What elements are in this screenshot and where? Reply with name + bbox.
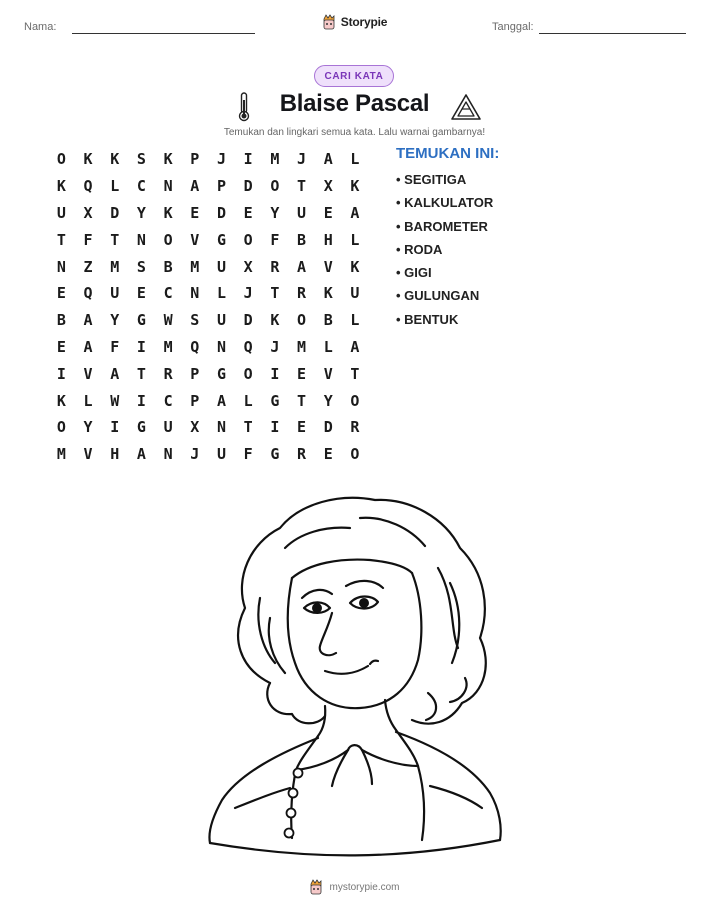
grid-letter[interactable]: L	[243, 391, 253, 410]
grid-letter[interactable]: G	[216, 230, 226, 249]
brand-name: Storypie	[340, 15, 388, 29]
blaise-pascal-illustration	[200, 488, 510, 858]
grid-letter[interactable]: I	[56, 364, 66, 383]
footer	[0, 879, 709, 900]
grid-letter[interactable]: V	[323, 364, 333, 383]
word-search-grid	[48, 146, 368, 468]
grid-letter[interactable]: L	[323, 337, 333, 356]
grid-letter[interactable]: I	[270, 364, 280, 383]
grid-letter[interactable]: W	[163, 311, 173, 330]
grid-letter[interactable]: T	[297, 177, 307, 196]
grid-letter[interactable]: G	[136, 418, 146, 437]
grid-letter[interactable]: A	[83, 337, 93, 356]
grid-letter[interactable]: N	[216, 418, 226, 437]
grid-letter[interactable]: H	[323, 230, 333, 249]
date-label: Tanggal:	[492, 21, 534, 33]
grid-letter[interactable]: D	[110, 203, 120, 222]
grid-letter[interactable]: C	[163, 284, 173, 303]
grid-letter[interactable]: E	[56, 284, 66, 303]
grid-letter[interactable]: F	[270, 230, 280, 249]
page-title: Blaise Pascal	[279, 90, 430, 117]
grid-letter[interactable]: U	[216, 311, 226, 330]
grid-letter[interactable]: D	[243, 177, 253, 196]
grid-letter[interactable]: N	[163, 445, 173, 464]
grid-letter[interactable]: J	[297, 150, 307, 169]
grid-letter[interactable]: O	[56, 150, 66, 169]
grid-letter[interactable]: R	[163, 364, 173, 383]
word-list-item: • RODA	[396, 241, 443, 257]
grid-letter[interactable]: S	[136, 150, 146, 169]
grid-letter[interactable]: V	[323, 257, 333, 276]
grid-letter[interactable]: L	[350, 230, 360, 249]
word-list-item: • GULUNGAN	[396, 288, 480, 304]
grid-letter[interactable]: O	[350, 445, 360, 464]
grid-letter[interactable]: T	[270, 284, 280, 303]
grid-letter[interactable]: A	[83, 311, 93, 330]
grid-letter[interactable]: W	[110, 391, 120, 410]
word-list-item: • KALKULATOR	[396, 195, 494, 211]
grid-letter[interactable]: T	[136, 364, 146, 383]
grid-letter[interactable]: O	[270, 177, 280, 196]
grid-letter[interactable]: B	[323, 311, 333, 330]
grid-letter[interactable]: R	[270, 257, 280, 276]
grid-letter[interactable]: Q	[83, 284, 93, 303]
grid-letter[interactable]: M	[270, 150, 280, 169]
grid-letter[interactable]: K	[350, 177, 360, 196]
grid-letter[interactable]: O	[350, 391, 360, 410]
grid-letter[interactable]: J	[216, 150, 226, 169]
word-list-item: • GIGI	[396, 265, 432, 281]
grid-letter[interactable]: R	[350, 418, 360, 437]
grid-letter[interactable]: M	[297, 337, 307, 356]
grid-letter[interactable]: K	[110, 150, 120, 169]
grid-letter[interactable]: B	[56, 311, 66, 330]
grid-letter[interactable]: Y	[136, 203, 146, 222]
grid-letter[interactable]: Y	[83, 418, 93, 437]
grid-letter[interactable]: U	[350, 284, 360, 303]
grid-letter[interactable]: N	[216, 337, 226, 356]
grid-letter[interactable]: S	[190, 311, 200, 330]
grid-letter[interactable]: A	[297, 257, 307, 276]
storypie-logo-icon	[309, 879, 323, 895]
footer-url[interactable]: mystorypie.com	[329, 881, 400, 893]
grid-letter[interactable]: R	[297, 445, 307, 464]
grid-letter[interactable]: T	[297, 391, 307, 410]
grid-letter[interactable]: Y	[110, 311, 120, 330]
grid-letter[interactable]: U	[56, 203, 66, 222]
grid-letter[interactable]: E	[297, 418, 307, 437]
grid-letter[interactable]: A	[216, 391, 226, 410]
worksheet-type-badge: CARI KATA	[314, 65, 394, 87]
grid-letter[interactable]: B	[163, 257, 173, 276]
grid-letter[interactable]: J	[270, 337, 280, 356]
grid-letter[interactable]: Y	[270, 203, 280, 222]
grid-letter[interactable]: C	[136, 177, 146, 196]
grid-letter[interactable]: E	[323, 203, 333, 222]
grid-letter[interactable]: O	[243, 230, 253, 249]
grid-letter[interactable]: E	[56, 337, 66, 356]
word-list	[396, 170, 493, 333]
grid-letter[interactable]: G	[216, 364, 226, 383]
word-list-heading: TEMUKAN INI:	[396, 145, 500, 162]
grid-letter[interactable]: G	[270, 391, 280, 410]
grid-letter[interactable]: Y	[323, 391, 333, 410]
triangle-icon	[450, 93, 482, 121]
grid-letter[interactable]: U	[163, 418, 173, 437]
grid-letter[interactable]: N	[190, 284, 200, 303]
grid-letter[interactable]: O	[163, 230, 173, 249]
grid-letter[interactable]: E	[190, 203, 200, 222]
grid-letter[interactable]: J	[190, 445, 200, 464]
grid-letter[interactable]: A	[110, 364, 120, 383]
grid-letter[interactable]: L	[216, 284, 226, 303]
grid-letter[interactable]: G	[270, 445, 280, 464]
grid-letter[interactable]: L	[350, 311, 360, 330]
grid-letter[interactable]: I	[136, 337, 146, 356]
grid-letter[interactable]: M	[110, 257, 120, 276]
grid-letter[interactable]: E	[323, 445, 333, 464]
name-label: Nama:	[24, 21, 57, 33]
grid-letter[interactable]: O	[297, 311, 307, 330]
grid-letter[interactable]: I	[110, 418, 120, 437]
grid-letter[interactable]: P	[216, 177, 226, 196]
grid-letter[interactable]: A	[350, 337, 360, 356]
grid-letter[interactable]: K	[350, 257, 360, 276]
grid-letter[interactable]: N	[136, 230, 146, 249]
grid-letter[interactable]: A	[350, 203, 360, 222]
grid-letter[interactable]: H	[110, 445, 120, 464]
grid-letter[interactable]: T	[56, 230, 66, 249]
grid-letter[interactable]: C	[163, 391, 173, 410]
grid-letter[interactable]: G	[136, 311, 146, 330]
grid-letter[interactable]: E	[243, 203, 253, 222]
grid-letter[interactable]: A	[190, 177, 200, 196]
grid-letter[interactable]: E	[136, 284, 146, 303]
grid-letter[interactable]: K	[163, 203, 173, 222]
grid-letter[interactable]: R	[297, 284, 307, 303]
date-field[interactable]	[539, 33, 686, 34]
word-list-item: • BENTUK	[396, 311, 459, 327]
grid-letter[interactable]: P	[190, 364, 200, 383]
grid-letter[interactable]: V	[190, 230, 200, 249]
grid-letter[interactable]: I	[243, 150, 253, 169]
instructions: Temukan dan lingkari semua kata. Lalu warnai gambarnya!	[223, 127, 486, 138]
word-list-item: • SEGITIGA	[396, 172, 467, 187]
grid-letter[interactable]: T	[243, 418, 253, 437]
grid-letter[interactable]: M	[56, 445, 66, 464]
grid-letter[interactable]: K	[56, 177, 66, 196]
grid-letter[interactable]: K	[83, 150, 93, 169]
grid-letter[interactable]: K	[270, 311, 280, 330]
grid-letter[interactable]: L	[350, 150, 360, 169]
grid-letter[interactable]: L	[110, 177, 120, 196]
grid-letter[interactable]: Z	[83, 257, 93, 276]
grid-letter[interactable]: X	[190, 418, 200, 437]
word-list-item: • BAROMETER	[396, 218, 488, 234]
grid-letter[interactable]: L	[83, 391, 93, 410]
grid-letter[interactable]: F	[83, 230, 93, 249]
grid-letter[interactable]: N	[56, 257, 66, 276]
grid-letter[interactable]: U	[216, 257, 226, 276]
grid-letter[interactable]: K	[323, 284, 333, 303]
grid-letter[interactable]: T	[110, 230, 120, 249]
grid-letter[interactable]: D	[323, 418, 333, 437]
grid-letter[interactable]: P	[190, 150, 200, 169]
grid-letter[interactable]: U	[110, 284, 120, 303]
grid-letter[interactable]: J	[243, 284, 253, 303]
grid-letter[interactable]: K	[163, 150, 173, 169]
grid-letter[interactable]: U	[216, 445, 226, 464]
grid-letter[interactable]: O	[56, 418, 66, 437]
grid-letter[interactable]: X	[243, 257, 253, 276]
grid-letter[interactable]: M	[163, 337, 173, 356]
grid-letter[interactable]: F	[243, 445, 253, 464]
grid-letter[interactable]: V	[83, 445, 93, 464]
grid-letter[interactable]: Q	[83, 177, 93, 196]
grid-letter[interactable]: E	[297, 364, 307, 383]
grid-letter[interactable]: B	[297, 230, 307, 249]
grid-letter[interactable]: Q	[243, 337, 253, 356]
storypie-logo-icon	[322, 14, 336, 30]
grid-letter[interactable]: I	[136, 391, 146, 410]
grid-letter[interactable]: M	[190, 257, 200, 276]
grid-letter[interactable]: A	[323, 150, 333, 169]
grid-letter[interactable]: U	[297, 203, 307, 222]
grid-letter[interactable]: P	[190, 391, 200, 410]
grid-letter[interactable]: I	[270, 418, 280, 437]
grid-letter[interactable]: O	[243, 364, 253, 383]
grid-letter[interactable]: K	[56, 391, 66, 410]
grid-letter[interactable]: F	[110, 337, 120, 356]
grid-letter[interactable]: D	[243, 311, 253, 330]
grid-letter[interactable]: A	[136, 445, 146, 464]
grid-letter[interactable]: D	[216, 203, 226, 222]
grid-letter[interactable]: X	[323, 177, 333, 196]
grid-letter[interactable]: S	[136, 257, 146, 276]
brand-header	[0, 14, 709, 35]
grid-letter[interactable]: V	[83, 364, 93, 383]
grid-letter[interactable]: N	[163, 177, 173, 196]
grid-letter[interactable]: X	[83, 203, 93, 222]
grid-letter[interactable]: T	[350, 364, 360, 383]
grid-letter[interactable]: Q	[190, 337, 200, 356]
